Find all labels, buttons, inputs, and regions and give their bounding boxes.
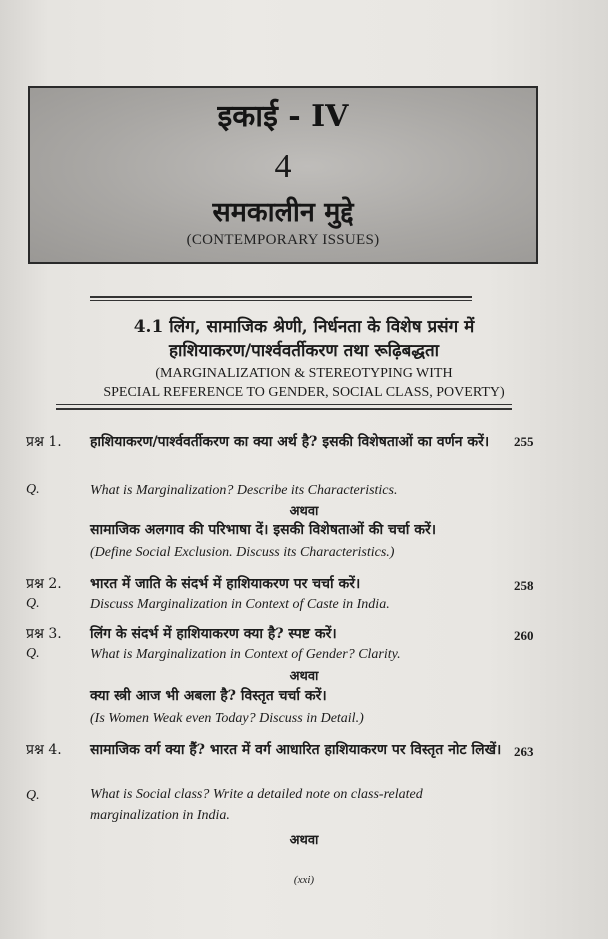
chapter-title-hindi: समकालीन मुद्दे <box>212 197 354 228</box>
page-number: 260 <box>514 628 534 643</box>
page-number: 258 <box>514 578 534 593</box>
divider <box>56 408 512 410</box>
or-separator: अथवा <box>289 669 319 684</box>
chapter-title-english: (CONTEMPORARY ISSUES) <box>186 232 380 248</box>
page-number: 255 <box>514 434 534 449</box>
divider <box>90 296 472 298</box>
unit-title: इकाई - IV <box>217 99 349 134</box>
page-footer-number: (xxi) <box>293 874 315 886</box>
question-hindi-alt: क्या स्त्री आज भी अबला है? विस्तृत चर्चा करें। <box>90 688 327 704</box>
question-hindi-alt: सामाजिक अलगाव की परिभाषा दें। इसकी विशेषताओं की चर्चा करें। <box>90 522 437 538</box>
topic-english-line2: SPECIAL REFERENCE TO GENDER, SOCIAL CLASS, POVERTY) <box>103 385 505 400</box>
question-english: What is Marginalization in Context of Gender? Clarity. <box>90 647 401 662</box>
question-hindi: भारत में जाति के संदर्भ में हाशियाकरण पर चर्चा करें। <box>90 576 361 592</box>
q-label: Q. <box>26 596 40 611</box>
or-separator: अथवा <box>289 504 319 519</box>
question-english: What is Marginalization? Describe its Characteristics. <box>90 483 398 498</box>
question-english-alt: (Is Women Weak even Today? Discuss in Detail.) <box>90 711 364 726</box>
divider <box>90 300 472 301</box>
unit-header-box <box>28 86 538 264</box>
question-english: What is Social class? Write a detailed note on class-related marginalization in India. <box>90 787 423 823</box>
question-english: Discuss Marginalization in Context of Caste in India. <box>90 597 390 612</box>
topic-hindi-line1: 4.1 लिंग, सामाजिक श्रेणी, निर्धनता के विशेष प्रसंग में <box>133 317 475 337</box>
q-label: Q. <box>26 646 40 661</box>
question-hindi: लिंग के संदर्भ में हाशियाकरण क्या है? स्पष्ट करें। <box>90 626 337 642</box>
question-label: प्रश्न 3. <box>26 626 62 642</box>
question-label: प्रश्न 2. <box>26 576 62 592</box>
question-hindi: सामाजिक वर्ग क्या हैं? भारत में वर्ग आधारित हाशियाकरण पर विस्तृत नोट लिखें। <box>90 742 502 758</box>
q-label: Q. <box>26 482 40 497</box>
page-number: 263 <box>514 744 534 759</box>
question-label: प्रश्न 1. <box>26 434 62 450</box>
chapter-number: 4 <box>274 148 292 185</box>
question-hindi: हाशियाकरण/पार्श्ववर्तीकरण का क्या अर्थ है? इसकी विशेषताओं का वर्णन करें। <box>90 434 490 450</box>
topic-english-line1: (MARGINALIZATION & STEREOTYPING WITH <box>155 366 453 381</box>
or-separator: अथवा <box>289 833 319 848</box>
divider <box>56 404 512 405</box>
topic-heading <box>40 314 568 410</box>
question-label: प्रश्न 4. <box>26 742 62 758</box>
q-label: Q. <box>26 788 40 803</box>
topic-hindi-line2: हाशियाकरण/पार्श्ववर्तीकरण तथा रूढ़िबद्धता <box>168 341 440 361</box>
question-english-alt: (Define Social Exclusion. Discuss its Characteristics.) <box>90 545 395 560</box>
